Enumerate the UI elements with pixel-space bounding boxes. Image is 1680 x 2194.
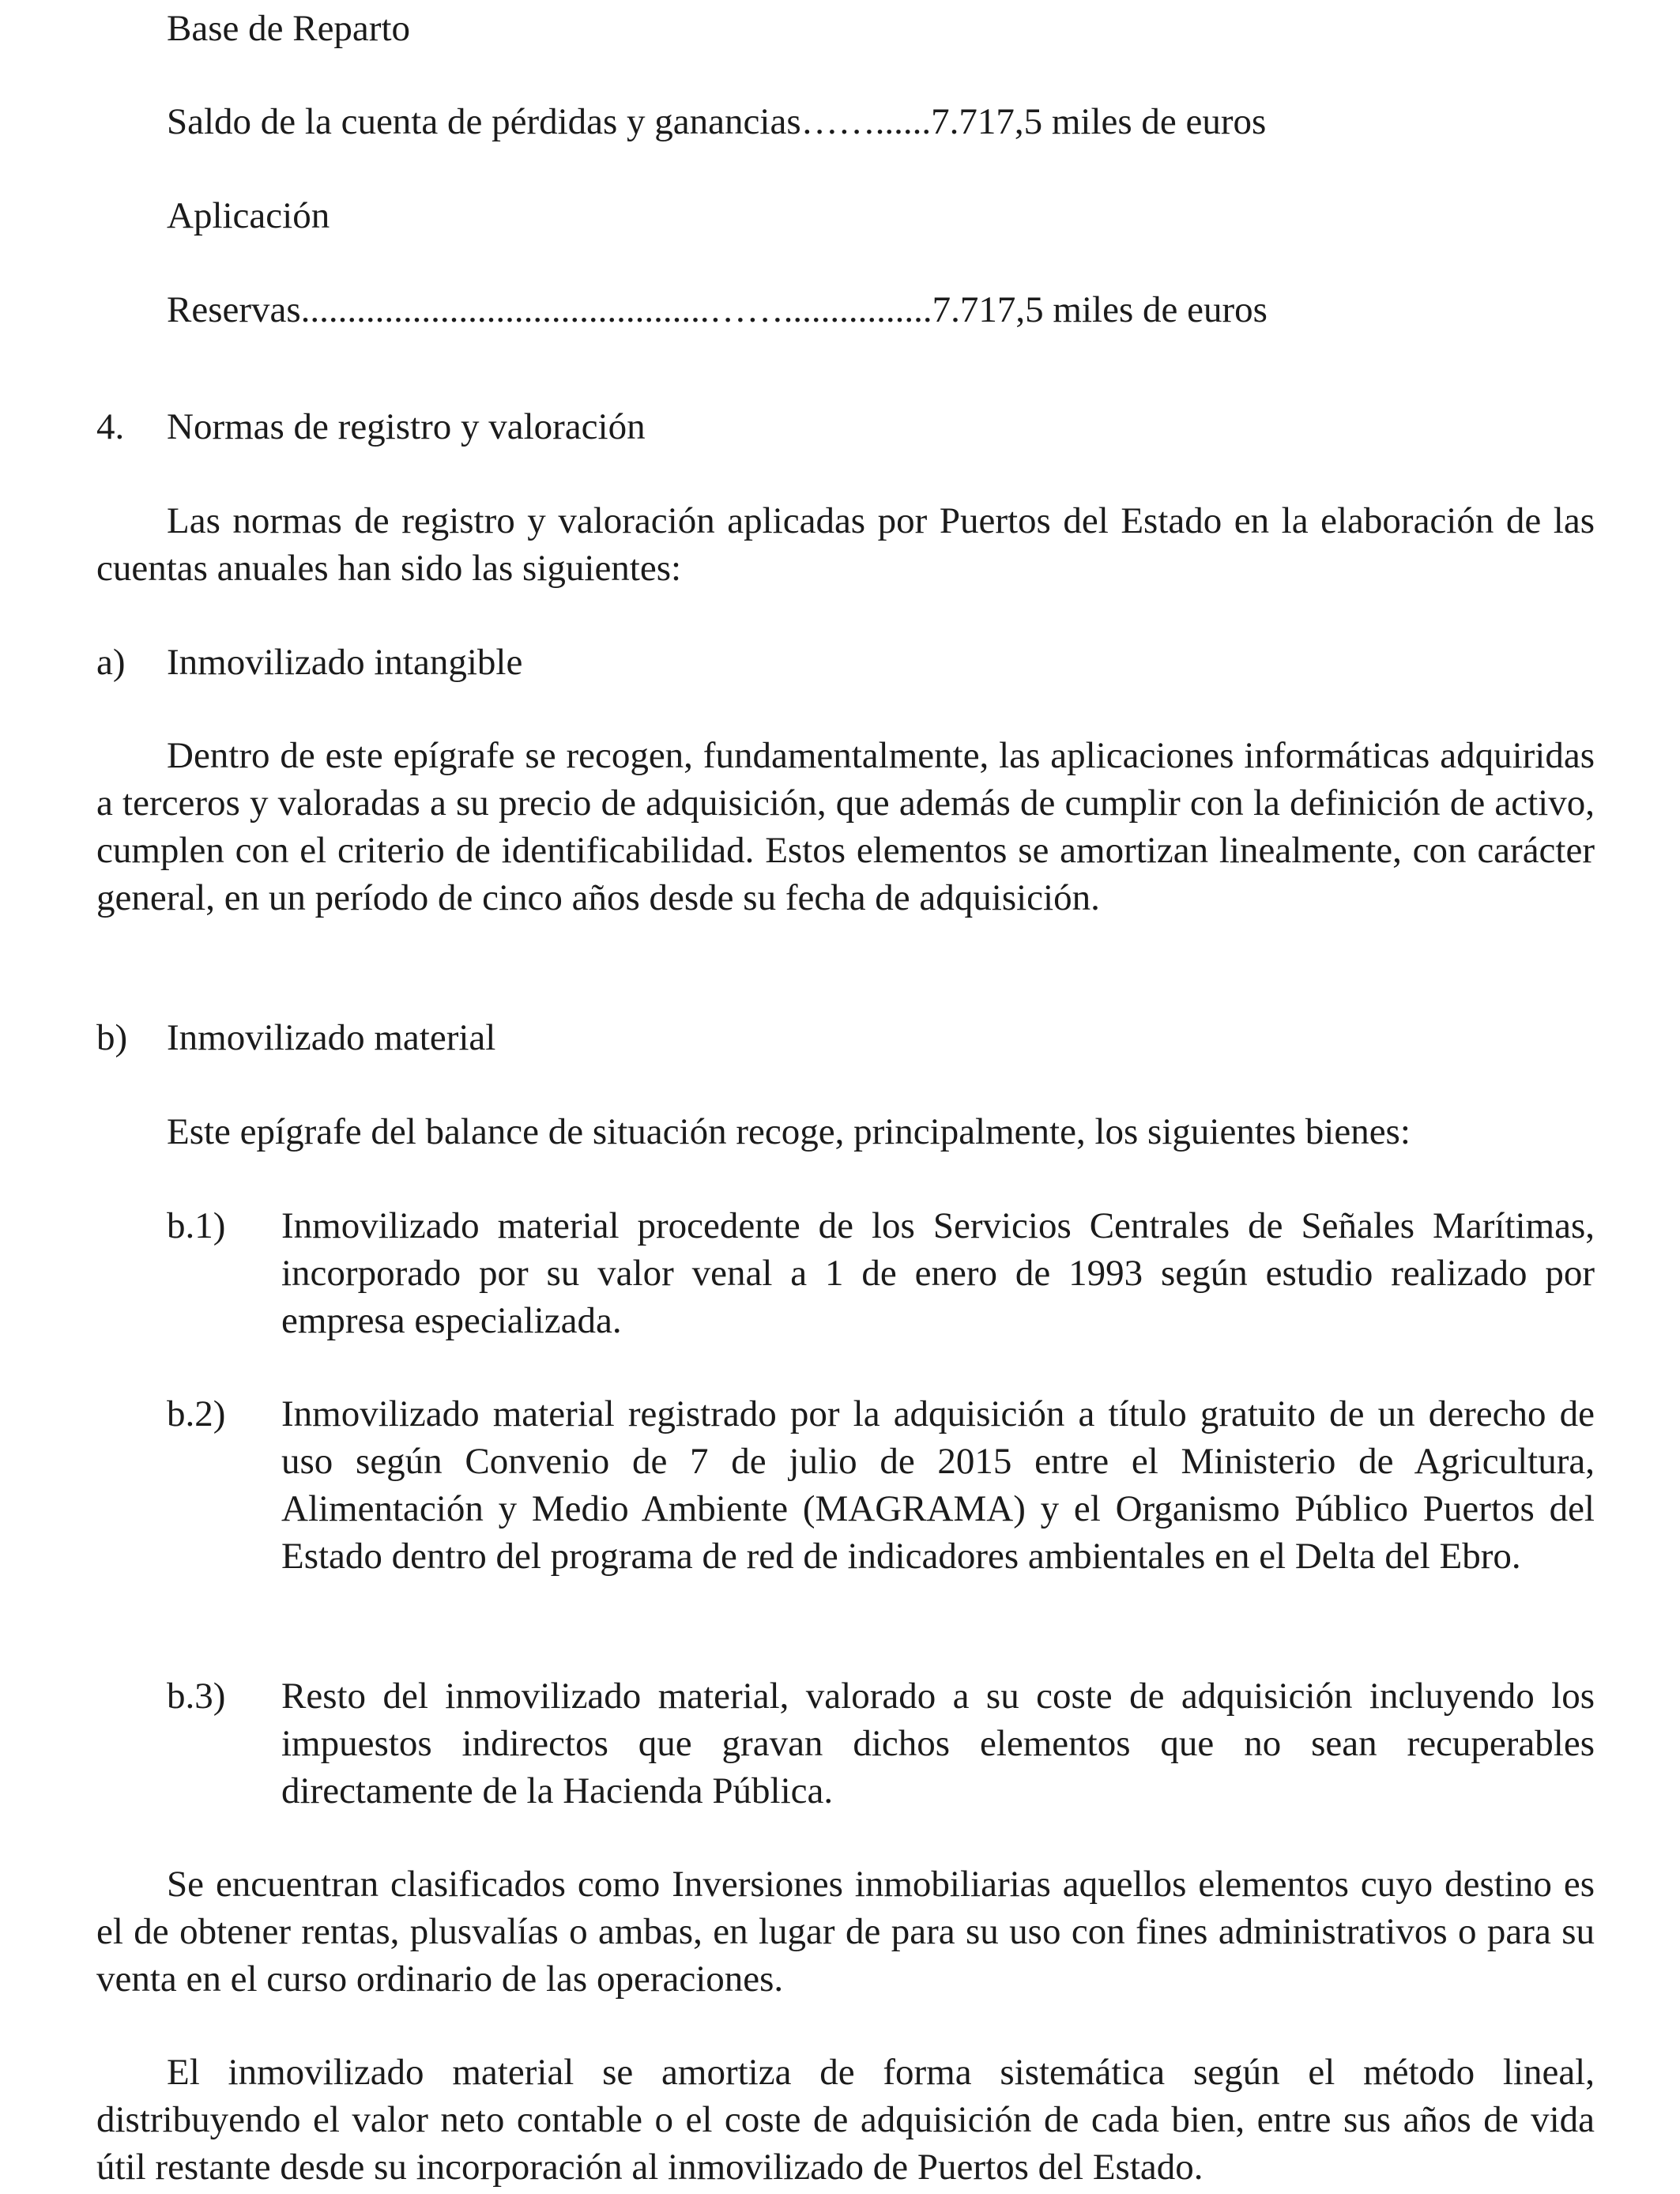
item-b-label: b) bbox=[96, 1017, 128, 1058]
subitem-label: b.2) bbox=[167, 1393, 226, 1434]
item-b-title: Inmovilizado material bbox=[167, 1017, 496, 1058]
balance-line: Saldo de la cuenta de pérdidas y ganancias……......7.717,5 miles de euros bbox=[167, 101, 1267, 142]
section-number: 4. bbox=[96, 406, 125, 447]
item-a-paragraph: Dentro de este epígrafe se recogen, fundamentalmente, las aplicaciones informáticas adquiridas a terceros y valoradas a su precio de adquisición, que además de cumplir con la definición de activo, cumplen con el criterio de identificabilidad. Estos elementos se amortizan linealmente, con carácter general, en un período de cinco años desde su fecha de adquisición. bbox=[96, 735, 1595, 918]
section-intro-paragraph: Las normas de registro y valoración aplicadas por Puertos del Estado en la elaboración de las cuentas anuales han sido las siguientes: bbox=[96, 500, 1595, 589]
distribution-heading: Base de Reparto bbox=[167, 8, 411, 49]
section-title: Normas de registro y valoración bbox=[167, 406, 646, 447]
item-a-label: a) bbox=[96, 642, 126, 683]
subitem-text: Resto del inmovilizado material, valorado a su coste de adquisición incluyendo los impuestos indirectos que gravan dichos elementos que no sean recuperables directamente de la Hacienda Pública. bbox=[281, 1676, 1595, 1811]
application-heading: Aplicación bbox=[167, 195, 330, 236]
subitem-label: b.3) bbox=[167, 1676, 226, 1717]
reserves-line: Reservas............................................……................7.717,5 miles de euros bbox=[167, 289, 1268, 330]
item-a-title: Inmovilizado intangible bbox=[167, 642, 523, 683]
subitem-text: Inmovilizado material procedente de los Servicios Centrales de Señales Marítimas, incorporado por su valor venal a 1 de enero de 1993 según estudio realizado por empresa especializada. bbox=[281, 1205, 1595, 1341]
subitem-text: Inmovilizado material registrado por la adquisición a título gratuito de un derecho de uso según Convenio de 7 de julio de 2015 entre el Ministerio de Agricultura, Alimentación y Medio Ambiente (MAGRAMA) y el Organismo Público Puertos del Estado dentro del programa de red de indicadores ambientales en el Delta del Ebro. bbox=[281, 1393, 1595, 1577]
subitem-label: b.1) bbox=[167, 1205, 226, 1246]
item-b-intro: Este epígrafe del balance de situación recoge, principalmente, los siguientes bienes: bbox=[167, 1111, 1411, 1152]
investments-paragraph: Se encuentran clasificados como Inversiones inmobiliarias aquellos elementos cuyo destino es el de obtener rentas, plusvalías o ambas, en lugar de para su uso con fines administrativos o para su venta en el curso ordinario de las operaciones. bbox=[96, 1864, 1595, 2000]
amortization-paragraph: El inmovilizado material se amortiza de forma sistemática según el método lineal, distribuyendo el valor neto contable o el coste de adquisición de cada bien, entre sus años de vida útil restante desde su incorporación al inmovilizado de Puertos del Estado. bbox=[96, 2052, 1595, 2188]
